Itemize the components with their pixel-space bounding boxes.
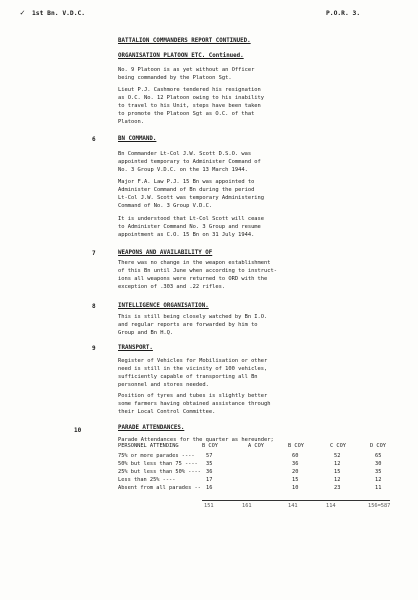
text-line: It is understood that Lt-Col Scott will cease — [118, 216, 265, 222]
section-heading-parade: PARADE ATTENDANCES. — [118, 425, 185, 431]
text-line: being commanded by the Platoon Sgt. — [118, 75, 232, 81]
text-line: Bn Commander Lt-Col J.W. Scott D.S.O. was — [118, 151, 252, 157]
unit-header: 1st Bn. V.D.C. — [32, 10, 86, 17]
text-line: exception of .303 and .22 rifles. — [118, 284, 226, 290]
table-cell: 12 — [375, 477, 382, 483]
table-cell: 16 — [206, 485, 213, 491]
section-number: 9 — [92, 345, 96, 352]
text-line: There was no change in the weapon establishment — [118, 260, 271, 266]
paragraph — [118, 313, 267, 337]
total-cell: 151 — [204, 503, 214, 509]
column-header: C COY — [330, 443, 346, 449]
table-cell: 60 — [292, 453, 299, 459]
paragraph — [118, 357, 267, 389]
column-header: PERSONNEL ATTENDING — [118, 443, 179, 449]
table-cell: 15 — [334, 469, 341, 475]
row-label: Absent from all parades -- — [118, 485, 201, 491]
text-line: to Administer Command No. 3 Group and resume — [118, 224, 261, 230]
text-line: Major F.A. Law P.J. 15 Bn was appointed to — [118, 179, 255, 185]
section-heading-bn-command: BN COMMAND. — [118, 136, 157, 142]
text-line: need is still in the vicinity of 100 vehicles, — [118, 366, 268, 372]
table-cell: 17 — [206, 477, 213, 483]
paragraph — [118, 178, 264, 210]
text-line: their Local Control Committee. — [118, 409, 216, 415]
text-line: sufficiently capable of transporting all Bn — [118, 374, 258, 380]
column-header: B COY — [288, 443, 304, 449]
total-cell: 161 — [242, 503, 252, 509]
table-cell: 57 — [206, 453, 213, 459]
total-cell: 141 — [288, 503, 298, 509]
text-line: Lieut P.J. Cashmore tendered his resignation — [118, 87, 261, 93]
table-cell: 20 — [292, 469, 299, 475]
paragraph — [118, 259, 277, 291]
table-cell: 15 — [292, 477, 299, 483]
text-line: ions all weapons were returned to ORD with the — [118, 276, 268, 282]
text-line: Parade Attendances for the quarter as hereunder; — [118, 437, 274, 443]
text-line: Administer Command of Bn during the period — [118, 187, 255, 193]
text-line: Platoon. — [118, 119, 144, 125]
row-label: Less than 25% ---- — [118, 477, 176, 483]
text-line: some farmers having obtained assistance through — [118, 401, 271, 407]
total-cell: 114 — [326, 503, 336, 509]
text-line: of this Bn until June when according to instruct- — [118, 268, 278, 274]
paragraph — [118, 66, 254, 82]
text-line: Command of No. 3 Group V.D.C. — [118, 203, 213, 209]
row-label: 75% or more parades ---- — [118, 453, 195, 459]
text-line: as O.C. No. 12 Platoon owing to his inability — [118, 95, 265, 101]
section-number: 6 — [92, 136, 96, 143]
section-number: 7 — [92, 250, 96, 257]
text-line: Lt-Col J.W. Scott was temporary Administering — [118, 195, 265, 201]
text-line: Register of Vehicles for Mobilisation or other — [118, 358, 268, 364]
section-heading-intelligence: INTELLIGENCE ORGANISATION. — [118, 303, 209, 309]
report-title: BATTALION COMMANDERS REPORT CONTINUED. — [118, 38, 251, 44]
table-cell: 12 — [334, 461, 341, 467]
section-heading-weapons: WEAPONS AND AVAILABILITY OF — [118, 250, 213, 256]
text-line: appointment as C.O. 15 Bn on 31 July 1944. — [118, 232, 255, 238]
text-line: and regular reports are forwarded by him to — [118, 322, 258, 328]
paragraph — [118, 215, 264, 239]
table-cell: 10 — [292, 485, 299, 491]
text-line: This is still being closely watched by Bn I.O. — [118, 314, 268, 320]
table-cell: 65 — [375, 453, 382, 459]
table-cell: 12 — [334, 477, 341, 483]
totals-divider — [202, 500, 390, 501]
paragraph — [118, 150, 261, 174]
table-cell: 36 — [206, 469, 213, 475]
table-cell: 35 — [375, 469, 382, 475]
section-number: 10 — [74, 427, 82, 434]
check-mark: ✓ — [20, 8, 25, 17]
table-cell: 23 — [334, 485, 341, 491]
page-reference: P.O.R. 3. — [326, 10, 361, 17]
table-cell: 11 — [375, 485, 382, 491]
text-line: Position of tyres and tubes is slightly better — [118, 393, 268, 399]
section-number: 8 — [92, 303, 96, 310]
total-cell: 156=587 — [368, 503, 391, 509]
totals-row — [118, 503, 408, 513]
table-cell: 52 — [334, 453, 341, 459]
table-cell: 36 — [292, 461, 299, 467]
table-cell: 30 — [375, 461, 382, 467]
paragraph — [118, 392, 271, 416]
column-header: B COY — [202, 443, 218, 449]
column-header: A COY — [248, 443, 264, 449]
text-line: No. 3 Group V.D.C. on the 13 March 1944. — [118, 167, 248, 173]
text-line: to travel to his Unit, steps have been taken — [118, 103, 261, 109]
column-header: D COY — [370, 443, 386, 449]
text-line: No. 9 Platoon is as yet without an Officer — [118, 67, 255, 73]
row-label: 25% but less than 50% ---- — [118, 469, 201, 475]
section-heading-organisation: ORGANISATION PLATOON ETC. Continued. — [118, 53, 244, 59]
text-line: to promote the Platoon Sgt as O.C. of that — [118, 111, 255, 117]
row-label: 50% but less than 75 ---- — [118, 461, 198, 467]
table-cell: 35 — [206, 461, 213, 467]
text-line: appointed temporary to Administer Command of — [118, 159, 261, 165]
paragraph — [118, 86, 264, 126]
text-line: personnel and stores needed. — [118, 382, 209, 388]
section-heading-transport: TRANSPORT. — [118, 345, 153, 351]
text-line: Group and Bn H.Q. — [118, 330, 174, 336]
